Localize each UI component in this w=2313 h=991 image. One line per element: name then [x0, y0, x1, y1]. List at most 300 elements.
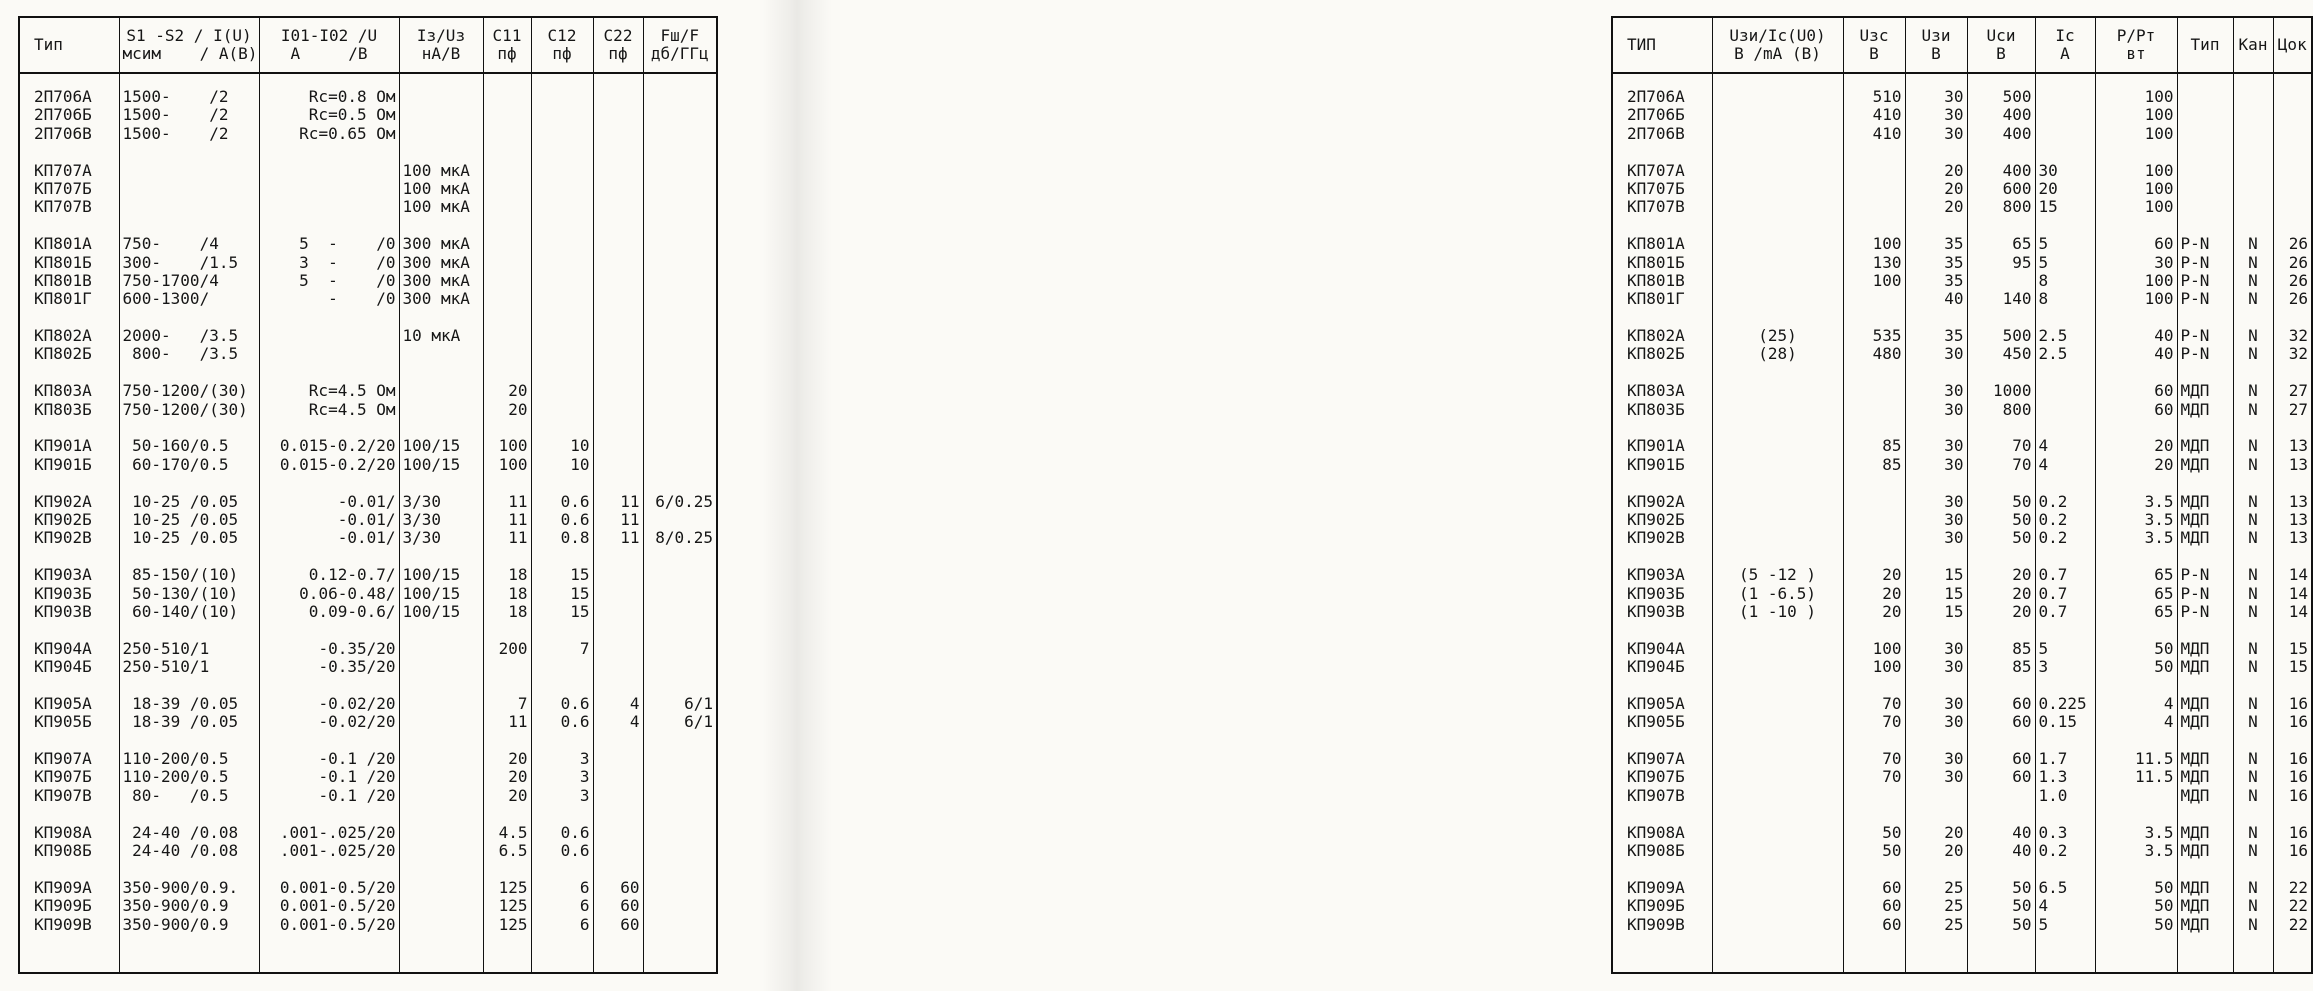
group-spacer [487, 805, 528, 823]
table-cell: МДП [2180, 657, 2210, 677]
group-spacer [1627, 217, 1709, 235]
group-spacer [2181, 677, 2230, 695]
group-spacer [487, 474, 528, 492]
table-cell: 100/15 [402, 565, 461, 585]
table-cell: МДП [2180, 767, 2210, 787]
group-spacer [263, 548, 396, 566]
table-cell [2181, 106, 2230, 124]
table-cell: 140 [2002, 289, 2032, 309]
group-spacer [1847, 805, 1902, 823]
table-cell: 3/30 [402, 491, 442, 511]
table-cell [1847, 529, 1902, 547]
table-cell: 50 [2154, 657, 2174, 677]
device-type-cell: КП901А [1627, 436, 1685, 456]
table-cell: МДП [2180, 399, 2210, 419]
group-spacer [535, 860, 590, 878]
device-type-cell: КП802Б [1627, 344, 1685, 364]
group-spacer [1909, 474, 1964, 492]
left-table-column-6 [593, 73, 643, 973]
table-cell: 15 [2288, 638, 2308, 658]
group-spacer [535, 419, 590, 437]
table-cell: МДП [2180, 712, 2210, 732]
table-cell: 20 [2154, 454, 2174, 474]
table-cell [1716, 658, 1840, 676]
table-cell: 480 [1872, 344, 1902, 364]
table-cell: 20 [1882, 601, 1902, 621]
table-cell: 100 [2144, 197, 2174, 217]
table-cell [647, 88, 714, 106]
group-spacer [597, 805, 640, 823]
table-cell [403, 401, 480, 419]
table-cell [487, 290, 528, 308]
group-spacer [2099, 217, 2174, 235]
table-cell: 30 [1944, 749, 1964, 769]
left-table-header-6 [593, 17, 643, 73]
device-type-cell: КП909В [34, 914, 92, 934]
group-spacer [123, 805, 256, 823]
device-type-cell: КП902В [34, 528, 92, 548]
table-cell: 0.7 [2038, 565, 2068, 585]
group-spacer [403, 732, 480, 750]
table-cell: МДП [2180, 528, 2210, 548]
group-spacer [647, 860, 714, 878]
table-cell [1716, 254, 1840, 272]
table-cell: 1500- /2 [122, 105, 229, 125]
table-cell [487, 162, 528, 180]
table-cell: 5 [2038, 638, 2049, 658]
group-spacer [487, 548, 528, 566]
group-spacer [597, 309, 640, 327]
table-cell [1716, 640, 1840, 658]
table-cell: 40 [1944, 289, 1964, 309]
table-cell: N [2248, 877, 2258, 897]
group-spacer [535, 621, 590, 639]
table-cell: 0.225 [2038, 693, 2087, 713]
table-cell [597, 401, 640, 419]
group-spacer [2099, 143, 2174, 161]
group-spacer [34, 732, 116, 750]
table-cell: 13 [2288, 454, 2308, 474]
table-cell: 30 [1944, 123, 1964, 143]
group-spacer [1847, 364, 1902, 382]
table-cell: 20 [2154, 436, 2174, 456]
header-text: В /mА (В) [1734, 44, 1821, 63]
table-cell: 0.6 [560, 693, 590, 713]
left-table-header-row [19, 17, 717, 73]
group-spacer [403, 309, 480, 327]
group-spacer [2039, 621, 2092, 639]
header-text: Тип [34, 35, 63, 54]
table-cell [403, 106, 480, 124]
table-cell: 100 [498, 454, 528, 474]
table-cell: 20 [2012, 565, 2032, 585]
table-cell [597, 272, 640, 290]
table-cell: N [2248, 767, 2258, 787]
group-spacer [1627, 732, 1709, 750]
group-spacer [1716, 732, 1840, 750]
table-cell: 30 [1944, 509, 1964, 529]
table-cell: 50 [2012, 877, 2032, 897]
device-type-cell: КП903В [1627, 601, 1685, 621]
group-spacer [2277, 621, 2309, 639]
table-cell [263, 345, 396, 363]
table-cell: 60 [1882, 896, 1902, 916]
device-type-cell: КП903А [1627, 565, 1685, 585]
group-spacer [2099, 677, 2174, 695]
group-spacer [2181, 474, 2230, 492]
table-cell [597, 162, 640, 180]
table-cell: (5 -12 ) [1738, 565, 1817, 585]
table-cell: 0.7 [2038, 601, 2068, 621]
device-type-cell: КП707В [34, 197, 92, 217]
table-cell: 0.001-0.5/20 [279, 914, 396, 934]
table-cell: 30 [1944, 657, 1964, 677]
table-cell: 15 [2038, 197, 2058, 217]
group-spacer [2277, 217, 2309, 235]
table-cell [487, 345, 528, 363]
group-spacer [1627, 309, 1709, 327]
table-cell: 130 [1872, 252, 1902, 272]
group-spacer [2099, 419, 2174, 437]
table-cell: МДП [2180, 841, 2210, 861]
table-cell: 60-170/0.5 [122, 454, 229, 474]
table-cell [263, 180, 396, 198]
header-text: Кан [2238, 35, 2268, 54]
header-text: Тип [2190, 35, 2220, 54]
table-cell: N [2248, 841, 2258, 861]
group-spacer [647, 621, 714, 639]
group-spacer [1971, 860, 2032, 878]
group-spacer [1847, 474, 1902, 492]
table-cell: 26 [2288, 252, 2308, 272]
table-cell [647, 382, 714, 400]
group-spacer [1716, 309, 1840, 327]
table-cell: 400 [2002, 105, 2032, 125]
table-cell: 70 [1882, 767, 1902, 787]
device-type-cell: КП902Б [34, 509, 92, 529]
group-spacer [647, 474, 714, 492]
table-cell [597, 254, 640, 272]
table-cell: 26 [2288, 289, 2308, 309]
table-cell: 2000- /3.5 [122, 326, 239, 346]
table-cell [1716, 713, 1840, 731]
table-cell: Rc=0.8 Ом [308, 87, 396, 106]
table-cell [647, 235, 714, 253]
table-cell: 1.7 [2038, 749, 2068, 769]
right-table-column-5 [2035, 73, 2095, 973]
table-cell: P-N [2180, 326, 2210, 346]
table-cell: 50 [2154, 877, 2174, 897]
table-cell: 35 [1944, 270, 1964, 290]
group-spacer [487, 419, 528, 437]
table-cell: 400 [2002, 160, 2032, 180]
table-cell: 80- /0.5 [122, 785, 229, 805]
table-cell: 3.5 [2144, 528, 2174, 548]
group-spacer [597, 143, 640, 161]
table-cell: 24-40 /0.08 [122, 841, 239, 861]
group-spacer [2237, 474, 2270, 492]
right-table-body-row [1612, 73, 2312, 973]
table-cell [1716, 456, 1840, 474]
table-cell: 20 [1882, 583, 1902, 603]
table-cell: 0.06-0.48/ [299, 583, 396, 603]
table-cell: 26 [2288, 270, 2308, 290]
device-type-cell: КП801Б [34, 252, 92, 272]
left-page [0, 0, 775, 991]
group-spacer [263, 621, 396, 639]
table-cell: 100 [2144, 160, 2174, 180]
table-cell: 20 [2012, 583, 2032, 603]
group-spacer [2181, 732, 2230, 750]
device-type-cell: КП801Г [1627, 289, 1685, 309]
table-cell: 30 [1944, 693, 1964, 713]
group-spacer [2099, 732, 2174, 750]
group-spacer [647, 309, 714, 327]
table-cell: 3 [579, 785, 590, 805]
table-cell: 1500- /2 [122, 87, 229, 106]
table-cell [597, 842, 640, 860]
table-cell [647, 585, 714, 603]
table-cell: -0.01/ [337, 491, 396, 511]
table-cell: 6 [579, 896, 590, 916]
table-cell: 32 [2288, 344, 2308, 364]
table-cell [2277, 162, 2309, 180]
table-cell: 15 [570, 583, 590, 603]
table-cell: 25 [1944, 896, 1964, 916]
table-cell: -0.35/20 [318, 657, 396, 677]
table-cell [647, 824, 714, 842]
table-cell: 4 [2163, 693, 2174, 713]
group-spacer [647, 805, 714, 823]
device-type-cell: КП909Б [1627, 896, 1685, 916]
table-cell [403, 768, 480, 786]
table-cell [535, 382, 590, 400]
group-spacer [535, 309, 590, 327]
table-cell: 18 [508, 565, 528, 585]
device-type-cell: КП802А [34, 326, 92, 346]
table-cell [1971, 787, 2032, 805]
table-cell: 27 [2288, 381, 2308, 401]
group-spacer [403, 143, 480, 161]
right-table-column-9 [2273, 73, 2312, 973]
group-spacer [2277, 677, 2309, 695]
table-cell: 60 [2154, 381, 2174, 401]
header-text: А [2060, 44, 2070, 63]
header-text: В [1931, 44, 1941, 63]
table-cell [403, 695, 480, 713]
group-spacer [2099, 548, 2174, 566]
device-type-cell: КП801А [1627, 234, 1685, 254]
table-cell [403, 713, 480, 731]
table-cell: 30 [1944, 528, 1964, 548]
device-type-cell: КП904Б [34, 657, 92, 677]
table-cell [597, 750, 640, 768]
group-spacer [263, 364, 396, 382]
table-cell [647, 787, 714, 805]
device-type-cell: КП707А [1627, 160, 1685, 180]
table-cell: 100 [2144, 289, 2174, 309]
table-cell [535, 345, 590, 363]
header-text: В [1996, 44, 2006, 63]
table-cell: (1 -6.5) [1738, 583, 1817, 603]
table-cell [263, 162, 396, 180]
device-type-cell: КП801Г [34, 289, 92, 309]
table-cell: 125 [498, 877, 528, 897]
table-cell: 60 [620, 896, 640, 916]
table-cell [2277, 198, 2309, 216]
group-spacer [1971, 677, 2032, 695]
table-cell: 50 [2012, 509, 2032, 529]
table-cell: N [2248, 436, 2258, 456]
table-cell: 60 [2154, 234, 2174, 254]
table-cell: P-N [2180, 601, 2210, 621]
table-cell: 15 [1944, 565, 1964, 585]
device-type-cell: КП907В [1627, 785, 1685, 805]
table-cell: 10-25 /0.05 [122, 509, 239, 529]
table-cell: 0.6 [560, 712, 590, 732]
table-cell: 85-150/(10) [122, 565, 239, 585]
right-spec-table [1611, 16, 2313, 974]
table-cell [1847, 382, 1902, 400]
table-cell: 30 [1944, 712, 1964, 732]
group-spacer [647, 217, 714, 235]
table-cell: 60 [1882, 877, 1902, 897]
table-cell: 500 [2002, 87, 2032, 106]
table-cell: 20 [508, 749, 528, 769]
table-cell: 65 [2154, 565, 2174, 585]
table-cell: 65 [2154, 601, 2174, 621]
group-spacer [1716, 143, 1840, 161]
group-spacer [2181, 309, 2230, 327]
table-cell [647, 345, 714, 363]
table-cell: 400 [2002, 123, 2032, 143]
header-text: вт [2126, 44, 2146, 63]
device-type-cell: КП904Б [1627, 657, 1685, 677]
group-spacer [403, 548, 480, 566]
table-cell [1716, 695, 1840, 713]
device-type-cell: КП904А [34, 638, 92, 658]
group-spacer [34, 805, 116, 823]
table-cell: 7 [579, 638, 590, 658]
table-cell: 4 [629, 693, 640, 713]
table-cell: N [2248, 712, 2258, 732]
table-cell: 11 [620, 528, 640, 548]
table-cell: 600-1300/ [122, 289, 210, 309]
table-cell: 30 [1944, 638, 1964, 658]
group-spacer [1971, 732, 2032, 750]
group-spacer [1627, 474, 1709, 492]
table-cell: 85 [2012, 638, 2032, 658]
table-cell [403, 897, 480, 915]
group-spacer [597, 677, 640, 695]
table-cell [1716, 162, 1840, 180]
group-spacer [1627, 419, 1709, 437]
table-cell [2181, 198, 2230, 216]
table-cell: 13 [2288, 509, 2308, 529]
table-cell: 70 [1882, 712, 1902, 732]
group-spacer [123, 143, 256, 161]
device-type-cell: КП903Б [34, 583, 92, 603]
table-cell [647, 750, 714, 768]
table-cell: 3 [2038, 657, 2049, 677]
table-cell: 0.6 [560, 822, 590, 842]
table-cell: 27 [2288, 399, 2308, 419]
group-spacer [1847, 677, 1902, 695]
table-cell [1716, 879, 1840, 897]
right-table-column-7 [2177, 73, 2233, 973]
table-cell: 85 [2012, 657, 2032, 677]
table-cell: P-N [2180, 583, 2210, 603]
table-cell: N [2248, 234, 2258, 254]
table-cell [1716, 916, 1840, 934]
table-cell [647, 180, 714, 198]
table-cell [597, 437, 640, 455]
table-cell [487, 198, 528, 216]
table-cell: 30 [2154, 252, 2174, 272]
table-cell: 10-25 /0.05 [122, 491, 239, 511]
table-cell [2277, 106, 2309, 124]
table-cell: 0.3 [2038, 822, 2068, 842]
table-cell [535, 290, 590, 308]
header-text: C22 [603, 26, 633, 45]
table-cell: 100/15 [402, 454, 461, 474]
header-text: Uси [1986, 26, 2016, 45]
table-cell: 18 [508, 583, 528, 603]
group-spacer [1627, 364, 1709, 382]
table-cell [597, 603, 640, 621]
group-spacer [535, 143, 590, 161]
table-cell: 50 [1882, 822, 1902, 842]
table-cell: 15 [1944, 583, 1964, 603]
header-text: Fш/F [660, 26, 700, 45]
group-spacer [2181, 419, 2230, 437]
right-table-column-3 [1905, 73, 1967, 973]
table-cell: 65 [2012, 234, 2032, 254]
group-spacer [1847, 548, 1902, 566]
table-cell [1716, 511, 1840, 529]
table-cell: 24-40 /0.08 [122, 822, 239, 842]
table-cell: 16 [2288, 749, 2308, 769]
table-cell: 95 [2012, 252, 2032, 272]
device-type-cell: КП803Б [1627, 399, 1685, 419]
right-table-column-4 [1967, 73, 2035, 973]
table-cell: МДП [2180, 693, 2210, 713]
table-cell: 8 [2038, 270, 2049, 290]
table-cell [597, 658, 640, 676]
table-cell [1716, 198, 1840, 216]
table-cell: 10 мкА [402, 326, 461, 346]
group-spacer [2237, 805, 2270, 823]
table-cell: 510 [1872, 87, 1902, 106]
table-cell [597, 198, 640, 216]
table-cell: N [2248, 399, 2258, 419]
group-spacer [2039, 860, 2092, 878]
table-cell [2237, 162, 2270, 180]
table-cell: 800- /3.5 [122, 344, 239, 364]
table-cell [1847, 162, 1902, 180]
table-cell: 3 - /0 [299, 252, 396, 272]
table-cell: 0.6 [560, 841, 590, 861]
table-cell: 50 [2154, 638, 2174, 658]
table-cell: 20 [2012, 601, 2032, 621]
table-cell: 0.001-0.5/20 [279, 896, 396, 916]
table-cell [403, 345, 480, 363]
table-cell: 20 [508, 381, 528, 401]
device-type-cell: КП909А [34, 877, 92, 897]
group-spacer [535, 677, 590, 695]
left-table-column-2 [259, 73, 399, 973]
group-spacer [1627, 143, 1709, 161]
